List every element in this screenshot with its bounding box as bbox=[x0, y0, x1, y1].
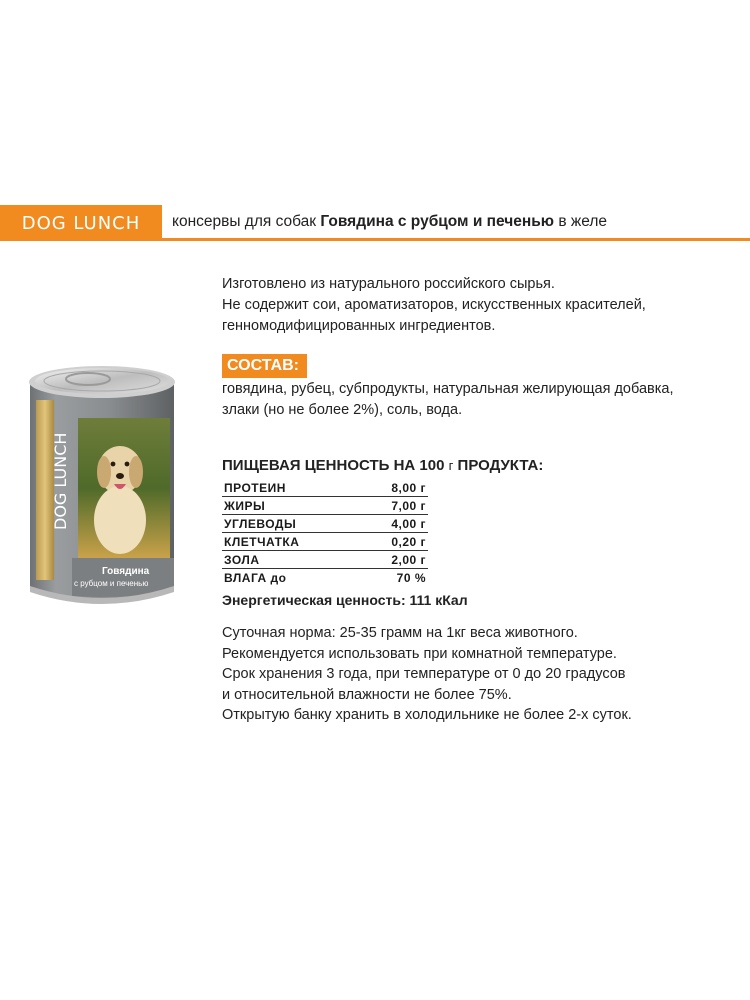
can-product-name: Говядина bbox=[102, 566, 150, 577]
nutrition-table bbox=[222, 479, 428, 586]
nutrition-title-part2: ПРОДУКТА: bbox=[453, 457, 544, 474]
can-brand-text: DOG LUNCH bbox=[51, 432, 70, 530]
nutrient-value: 0,20 г bbox=[391, 535, 426, 549]
title-bold: Говядина с рубцом и печенью bbox=[320, 213, 555, 230]
nutrient-name: ЗОЛА bbox=[224, 553, 260, 567]
storage-notes bbox=[222, 623, 632, 726]
nutrition-row bbox=[222, 515, 428, 533]
can-product-subname: с рубцом и печенью bbox=[74, 579, 149, 588]
note-line: Срок хранения 3 года, при температуре от 0 до 20 градусов bbox=[222, 666, 626, 682]
header-underline bbox=[162, 238, 750, 241]
composition-text bbox=[222, 379, 673, 421]
nutrient-name: УГЛЕВОДЫ bbox=[224, 517, 297, 531]
nutrient-value: 2,00 г bbox=[391, 553, 426, 567]
note-line: Суточная норма: 25-35 грамм на 1кг веса животного. bbox=[222, 625, 578, 641]
title-prefix: консервы для собак bbox=[172, 213, 321, 230]
nutrition-row bbox=[222, 497, 428, 515]
brand-logo-text: DOG LUNCH bbox=[21, 212, 141, 234]
composition-line: говядина, рубец, субпродукты, натуральная желирующая добавка, bbox=[222, 381, 674, 397]
nutrition-row bbox=[222, 551, 428, 569]
nutrient-value: 4,00 г bbox=[391, 517, 426, 531]
intro-line: Не содержит сои, ароматизаторов, искусственных красителей, bbox=[222, 297, 646, 313]
nutrient-name: ПРОТЕИН bbox=[224, 481, 286, 495]
intro-line: Изготовлено из натурального российского сырья. bbox=[222, 276, 555, 292]
intro-line: генномодифицированных ингредиентов. bbox=[222, 318, 496, 334]
nutrition-title-unit: г bbox=[448, 458, 454, 473]
brand-logo bbox=[0, 205, 162, 241]
title-suffix: в желе bbox=[554, 213, 608, 230]
note-line: Рекомендуется использовать при комнатной температуре. bbox=[222, 645, 617, 662]
product-can-image bbox=[22, 360, 182, 610]
composition-line: злаки (но не более 2%), соль, вода. bbox=[222, 402, 463, 418]
nutrient-name: КЛЕТЧАТКА bbox=[224, 535, 300, 549]
nutrient-value: 7,00 г bbox=[391, 499, 426, 513]
nutrition-title bbox=[222, 457, 543, 474]
nutrition-row bbox=[222, 533, 428, 551]
product-title bbox=[172, 213, 607, 231]
can-lid bbox=[35, 368, 169, 394]
nutrient-name: ВЛАГА до bbox=[224, 571, 287, 585]
header-band bbox=[0, 205, 750, 241]
composition-label: СОСТАВ: bbox=[222, 354, 307, 378]
nutrient-name: ЖИРЫ bbox=[224, 499, 266, 513]
nutrient-value: 8,00 г bbox=[391, 481, 426, 495]
nutrition-row bbox=[222, 569, 428, 586]
intro-text bbox=[222, 274, 646, 337]
nutrient-value: 70 % bbox=[396, 571, 426, 585]
note-line: Открытую банку хранить в холодильнике не более 2-х суток. bbox=[222, 707, 632, 723]
note-line: и относительной влажности не более 75%. bbox=[222, 686, 512, 703]
energy-value: Энергетическая ценность: 111 кКал bbox=[222, 592, 468, 608]
nutrition-title-part1: ПИЩЕВАЯ ЦЕННОСТЬ НА 100 bbox=[222, 457, 449, 474]
nutrition-row bbox=[222, 479, 428, 497]
